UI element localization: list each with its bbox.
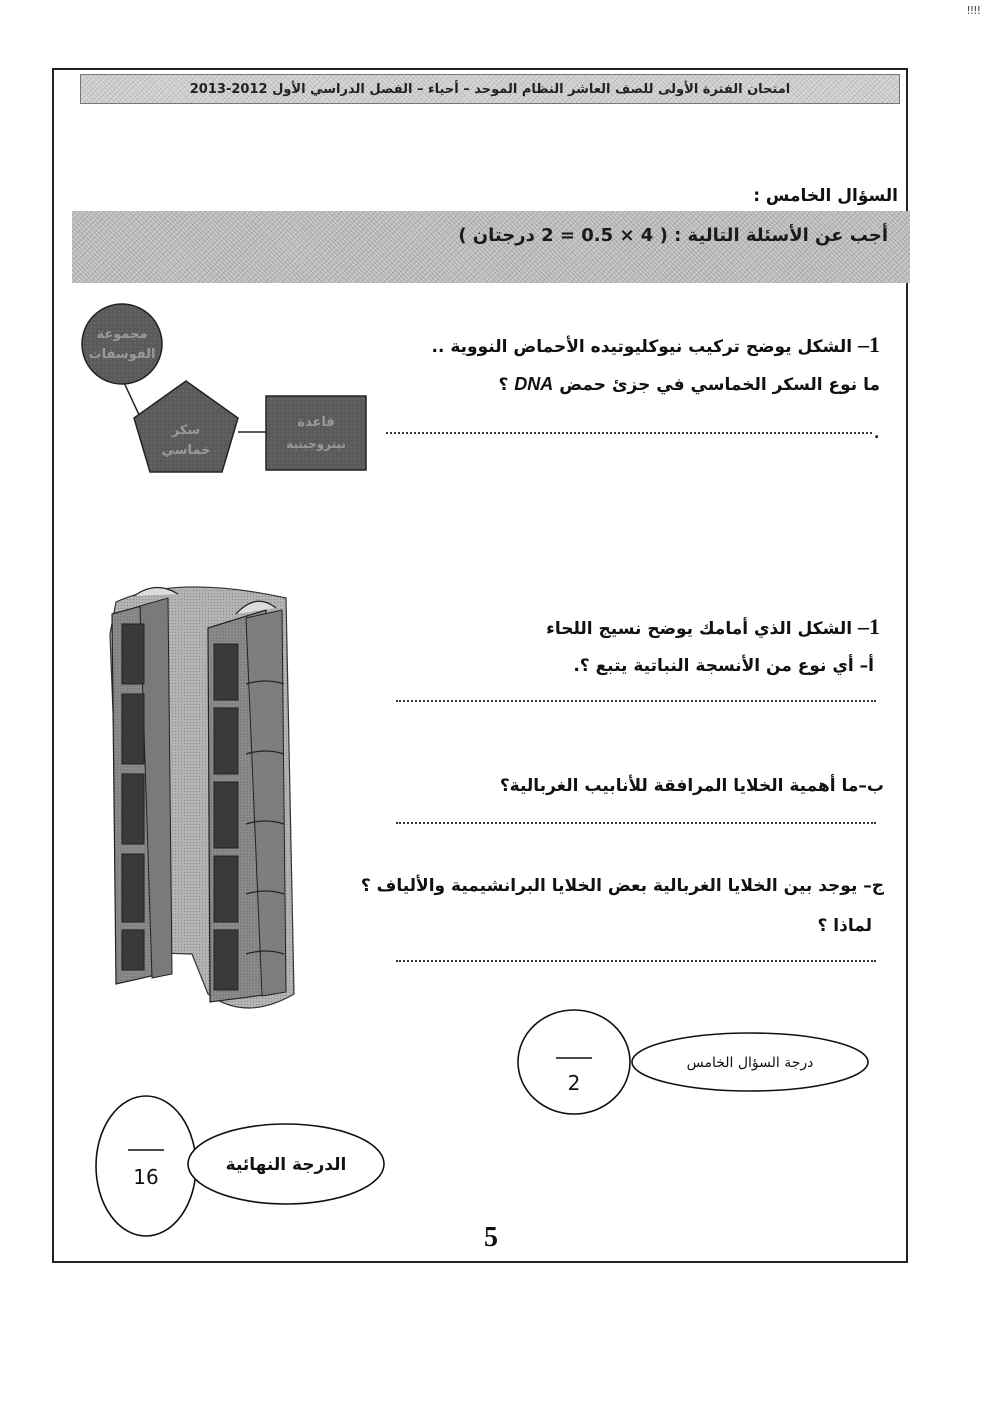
instruction-text: أجب عن الأسئلة التالية : ( 4 × 0.5 = 2 درجتان ) [458,225,888,246]
nucleotide-diagram [78,286,378,486]
item1-answer-line[interactable] [386,432,872,434]
sugar-label-line2: خماسي [161,443,211,458]
part-b-answer-line[interactable] [396,822,876,824]
base-label-line1: قاعدة [297,415,335,430]
nitrogen-base-box [266,396,366,470]
sugar-label-line1: سكر [171,423,201,438]
final-grade-label: الدرجة النهائية [225,1155,347,1175]
item2-intro-text: الشكل الذي أمامك يوضح نسيج اللحاء [546,619,853,639]
item2-intro-line [546,614,880,640]
item1-question-mark: ؟ [498,375,509,395]
item1-number: 1– [858,332,880,357]
item1-answer-end-dot: . [874,426,880,442]
part-a-answer-line[interactable] [396,700,876,702]
section-grade-total: 2 [567,1071,581,1095]
item2-part-b: ب–ما أهمية الخلايا المرافقة للأنابيب الغربالية؟ [499,776,884,796]
instruction-banner [72,211,910,283]
part-c-answer-line[interactable] [396,960,876,962]
exam-header-title: امتحان الفترة الأولى للصف العاشر النظام الموحد – أحياء – الفصل الدراسي الأول 2012-2013 [189,81,791,97]
phosphate-label-line2: الفوسفات [88,347,156,362]
phloem-tissue-illustration [96,574,306,1022]
dna-acronym: DNA [514,374,554,394]
item1-line2 [498,374,880,395]
item2-part-c-why: لماذا ؟ [817,916,872,936]
item1-line1 [432,332,880,358]
question-title: السؤال الخامس : [753,186,898,206]
section-grade-label: درجة السؤال الخامس [686,1055,814,1071]
item1-text: الشكل يوضح تركيب نيوكليوتيده الأحماض النووية .. [431,337,853,357]
exam-header-banner [80,74,900,104]
section-grade-box [510,1006,870,1118]
item2-part-c: ج– يوجد بين الخلايا الغربالية بعض الخلايا البرانشيمية والألياف ؟ [360,876,884,896]
phosphate-label-line1: مجموعة [96,327,148,342]
item1-question-text: ما نوع السكر الخماسي في جزئ حمض [559,375,880,395]
phosphate-group-circle [82,304,162,384]
corner-mark: !!!! [966,4,980,17]
page-number: 5 [484,1222,498,1253]
final-grade-box [90,1088,390,1244]
base-label-line2: نيتروجينية [286,437,346,451]
final-grade-total: 16 [133,1165,159,1189]
item2-number: 1– [858,614,880,639]
item2-part-a: أ– أي نوع من الأنسجة النباتية يتبع ؟. [573,656,874,676]
section-grade-circle [518,1010,630,1114]
